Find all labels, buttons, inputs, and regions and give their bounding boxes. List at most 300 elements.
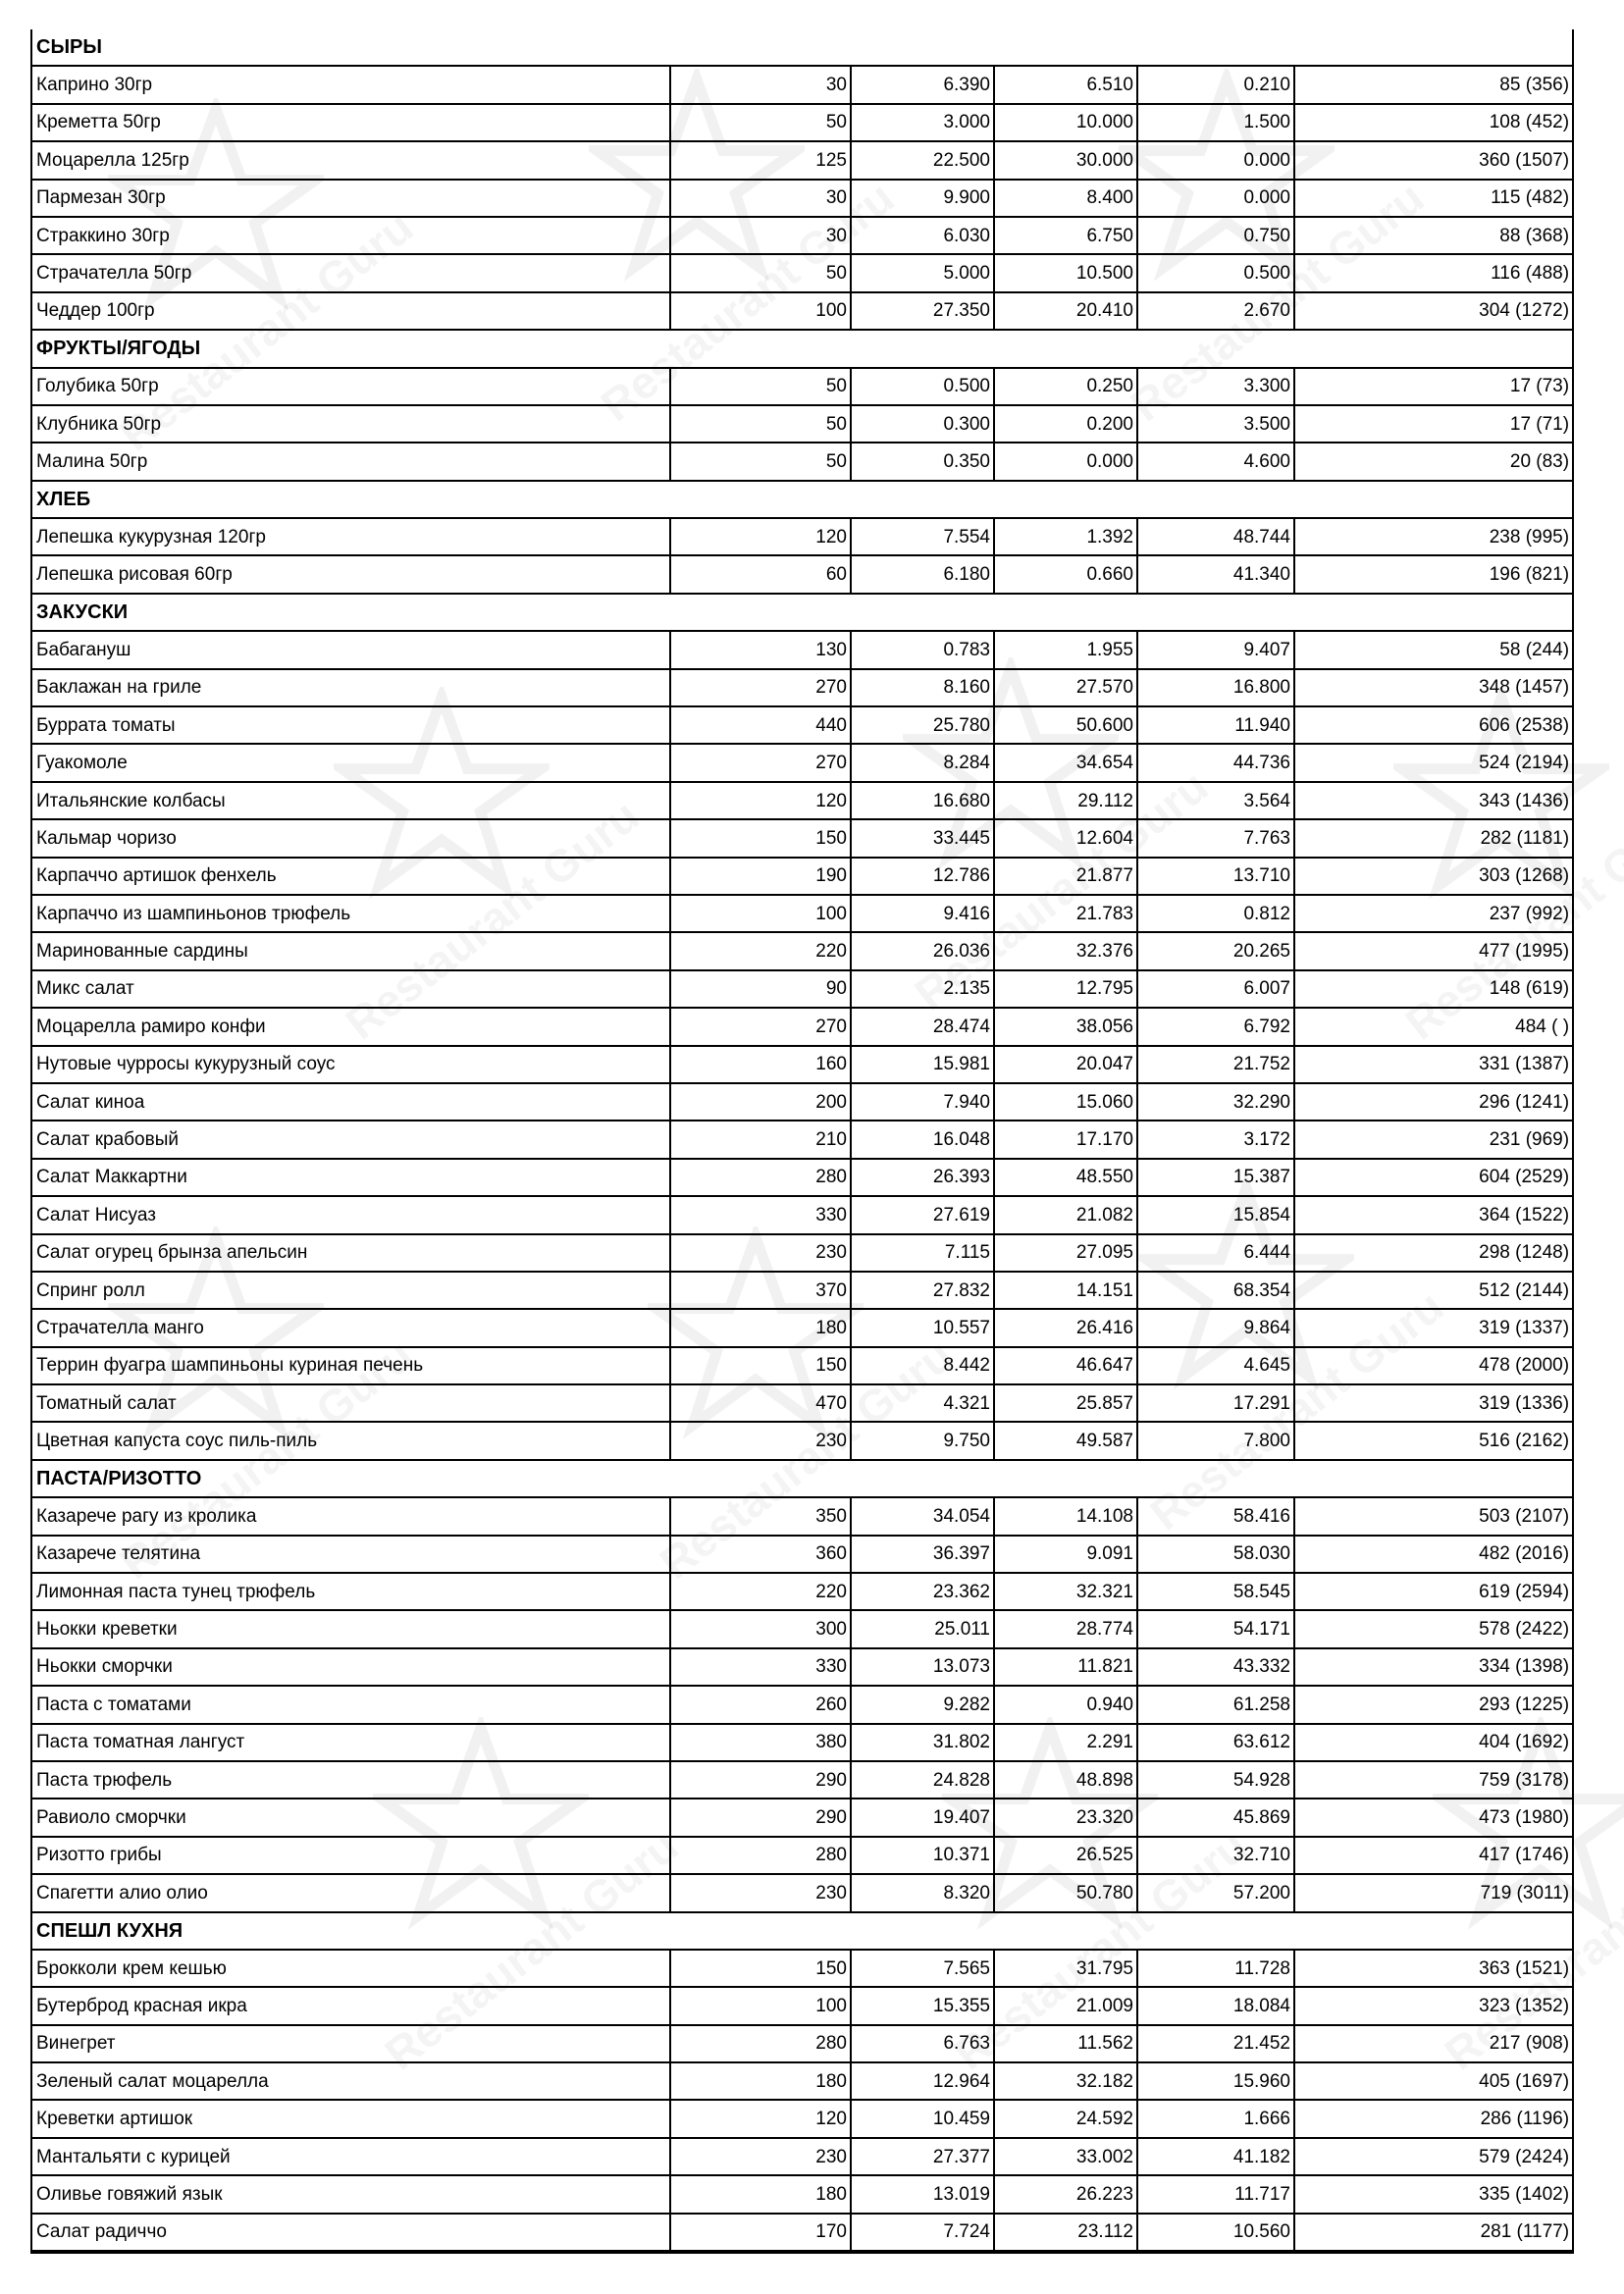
table-row	[32, 1234, 1572, 1272]
protein-cell: 5.000	[851, 254, 994, 291]
energy-cell: 303 (1268)	[1294, 858, 1572, 895]
protein-cell: 8.160	[851, 669, 994, 706]
table-row	[32, 141, 1572, 179]
fat-cell: 11.562	[994, 2025, 1137, 2062]
energy-cell: 116 (488)	[1294, 254, 1572, 291]
dish-name-cell: Пармезан 30гр	[32, 180, 670, 217]
fat-cell: 48.550	[994, 1159, 1137, 1196]
energy-cell: 759 (3178)	[1294, 1761, 1572, 1799]
protein-cell: 4.321	[851, 1384, 994, 1422]
dish-name-cell: Равиоло сморчки	[32, 1799, 670, 1836]
table-row	[32, 66, 1572, 103]
protein-cell: 24.828	[851, 1761, 994, 1799]
energy-cell: 477 (1995)	[1294, 932, 1572, 969]
table-row	[32, 1422, 1572, 1459]
protein-cell: 16.048	[851, 1121, 994, 1158]
carbs-cell: 4.600	[1137, 443, 1294, 480]
energy-cell: 606 (2538)	[1294, 706, 1572, 744]
dish-name-cell: Салат Нисуаз	[32, 1196, 670, 1233]
energy-cell: 604 (2529)	[1294, 1159, 1572, 1196]
dish-name-cell: Баклажан на гриле	[32, 669, 670, 706]
weight-cell: 30	[670, 66, 851, 103]
dish-name-cell: Страчателла 50гр	[32, 254, 670, 291]
protein-cell: 13.019	[851, 2175, 994, 2213]
table-row	[32, 1950, 1572, 1987]
carbs-cell: 41.182	[1137, 2138, 1294, 2175]
energy-cell: 331 (1387)	[1294, 1046, 1572, 1083]
dish-name-cell: Голубика 50гр	[32, 368, 670, 405]
weight-cell: 300	[670, 1610, 851, 1647]
fat-cell: 38.056	[994, 1008, 1137, 1045]
weight-cell: 100	[670, 1987, 851, 2024]
energy-cell: 360 (1507)	[1294, 141, 1572, 179]
fat-cell: 29.112	[994, 782, 1137, 819]
energy-cell: 304 (1272)	[1294, 292, 1572, 330]
weight-cell: 30	[670, 217, 851, 254]
table-row	[32, 2175, 1572, 2213]
protein-cell: 34.054	[851, 1497, 994, 1535]
energy-cell: 473 (1980)	[1294, 1799, 1572, 1836]
table-row	[32, 1497, 1572, 1535]
protein-cell: 9.900	[851, 180, 994, 217]
table-row	[32, 1573, 1572, 1610]
dish-name-cell: Салат радиччо	[32, 2214, 670, 2251]
fat-cell: 25.857	[994, 1384, 1137, 1422]
table-row	[32, 1648, 1572, 1686]
table-row	[32, 1309, 1572, 1346]
fat-cell: 21.082	[994, 1196, 1137, 1233]
table-row	[32, 1536, 1572, 1573]
carbs-cell: 16.800	[1137, 669, 1294, 706]
category-title: ФРУКТЫ/ЯГОДЫ	[32, 330, 1572, 367]
table-row	[32, 1837, 1572, 1874]
weight-cell: 130	[670, 631, 851, 668]
nutrition-table-sheet	[30, 29, 1574, 2254]
category-title: ХЛЕБ	[32, 481, 1572, 518]
protein-cell: 6.030	[851, 217, 994, 254]
protein-cell: 6.763	[851, 2025, 994, 2062]
table-row	[32, 1724, 1572, 1761]
energy-cell: 238 (995)	[1294, 518, 1572, 555]
fat-cell: 21.877	[994, 858, 1137, 895]
weight-cell: 230	[670, 1422, 851, 1459]
energy-cell: 17 (71)	[1294, 405, 1572, 443]
carbs-cell: 32.710	[1137, 1837, 1294, 1874]
fat-cell: 26.525	[994, 1837, 1137, 1874]
energy-cell: 323 (1352)	[1294, 1987, 1572, 2024]
dish-name-cell: Спринг ролл	[32, 1272, 670, 1309]
fat-cell: 21.009	[994, 1987, 1137, 2024]
weight-cell: 330	[670, 1196, 851, 1233]
energy-cell: 619 (2594)	[1294, 1573, 1572, 1610]
carbs-cell: 0.812	[1137, 895, 1294, 932]
energy-cell: 237 (992)	[1294, 895, 1572, 932]
protein-cell: 25.780	[851, 706, 994, 744]
carbs-cell: 0.000	[1137, 180, 1294, 217]
weight-cell: 90	[670, 970, 851, 1008]
dish-name-cell: Спагетти алио олио	[32, 1874, 670, 1911]
fat-cell: 26.416	[994, 1309, 1137, 1346]
energy-cell: 478 (2000)	[1294, 1347, 1572, 1384]
dish-name-cell: Карпаччо из шампиньонов трюфель	[32, 895, 670, 932]
weight-cell: 210	[670, 1121, 851, 1158]
table-row	[32, 970, 1572, 1008]
fat-cell: 20.410	[994, 292, 1137, 330]
weight-cell: 290	[670, 1799, 851, 1836]
fat-cell: 0.250	[994, 368, 1137, 405]
weight-cell: 150	[670, 819, 851, 857]
dish-name-cell: Лепешка рисовая 60гр	[32, 555, 670, 593]
table-row	[32, 405, 1572, 443]
carbs-cell: 6.792	[1137, 1008, 1294, 1045]
energy-cell: 85 (356)	[1294, 66, 1572, 103]
carbs-cell: 15.960	[1137, 2062, 1294, 2100]
weight-cell: 230	[670, 1874, 851, 1911]
protein-cell: 6.180	[851, 555, 994, 593]
dish-name-cell: Нутовые чурросы кукурузный соус	[32, 1046, 670, 1083]
protein-cell: 7.565	[851, 1950, 994, 1987]
protein-cell: 2.135	[851, 970, 994, 1008]
dish-name-cell: Бутерброд красная икра	[32, 1987, 670, 2024]
carbs-cell: 3.500	[1137, 405, 1294, 443]
carbs-cell: 57.200	[1137, 1874, 1294, 1911]
fat-cell: 32.182	[994, 2062, 1137, 2100]
protein-cell: 12.786	[851, 858, 994, 895]
carbs-cell: 54.171	[1137, 1610, 1294, 1647]
carbs-cell: 18.084	[1137, 1987, 1294, 2024]
table-row	[32, 254, 1572, 291]
dish-name-cell: Каприно 30гр	[32, 66, 670, 103]
carbs-cell: 41.340	[1137, 555, 1294, 593]
fat-cell: 0.200	[994, 405, 1137, 443]
dish-name-cell: Террин фуагра шампиньоны куриная печень	[32, 1347, 670, 1384]
weight-cell: 160	[670, 1046, 851, 1083]
energy-cell: 108 (452)	[1294, 104, 1572, 141]
table-row	[32, 104, 1572, 141]
energy-cell: 58 (244)	[1294, 631, 1572, 668]
weight-cell: 120	[670, 518, 851, 555]
carbs-cell: 0.750	[1137, 217, 1294, 254]
energy-cell: 298 (1248)	[1294, 1234, 1572, 1272]
table-row	[32, 1083, 1572, 1121]
fat-cell: 12.795	[994, 970, 1137, 1008]
protein-cell: 31.802	[851, 1724, 994, 1761]
energy-cell: 217 (908)	[1294, 2025, 1572, 2062]
carbs-cell: 9.864	[1137, 1309, 1294, 1346]
dish-name-cell: Лепешка кукурузная 120гр	[32, 518, 670, 555]
carbs-cell: 54.928	[1137, 1761, 1294, 1799]
carbs-cell: 6.444	[1137, 1234, 1294, 1272]
energy-cell: 578 (2422)	[1294, 1610, 1572, 1647]
protein-cell: 7.940	[851, 1083, 994, 1121]
protein-cell: 10.557	[851, 1309, 994, 1346]
protein-cell: 0.350	[851, 443, 994, 480]
fat-cell: 14.151	[994, 1272, 1137, 1309]
table-row	[32, 1121, 1572, 1158]
protein-cell: 13.073	[851, 1648, 994, 1686]
energy-cell: 503 (2107)	[1294, 1497, 1572, 1535]
weight-cell: 290	[670, 1761, 851, 1799]
table-row	[32, 555, 1572, 593]
carbs-cell: 21.752	[1137, 1046, 1294, 1083]
table-row	[32, 932, 1572, 969]
energy-cell: 148 (619)	[1294, 970, 1572, 1008]
table-row	[32, 1046, 1572, 1083]
weight-cell: 230	[670, 1234, 851, 1272]
energy-cell: 335 (1402)	[1294, 2175, 1572, 2213]
energy-cell: 196 (821)	[1294, 555, 1572, 593]
fat-cell: 23.320	[994, 1799, 1137, 1836]
weight-cell: 60	[670, 555, 851, 593]
category-row	[32, 1912, 1572, 1950]
carbs-cell: 58.416	[1137, 1497, 1294, 1535]
energy-cell: 20 (83)	[1294, 443, 1572, 480]
energy-cell: 364 (1522)	[1294, 1196, 1572, 1233]
weight-cell: 180	[670, 1309, 851, 1346]
energy-cell: 343 (1436)	[1294, 782, 1572, 819]
weight-cell: 470	[670, 1384, 851, 1422]
protein-cell: 8.284	[851, 744, 994, 781]
dish-name-cell: Казарече телятина	[32, 1536, 670, 1573]
dish-name-cell: Брокколи крем кешью	[32, 1950, 670, 1987]
protein-cell: 12.964	[851, 2062, 994, 2100]
energy-cell: 17 (73)	[1294, 368, 1572, 405]
dish-name-cell: Креветки артишок	[32, 2100, 670, 2137]
weight-cell: 170	[670, 2214, 851, 2251]
category-row	[32, 481, 1572, 518]
table-body	[32, 29, 1572, 2251]
protein-cell: 6.390	[851, 66, 994, 103]
fat-cell: 15.060	[994, 1083, 1137, 1121]
weight-cell: 200	[670, 1083, 851, 1121]
table-row	[32, 292, 1572, 330]
protein-cell: 7.115	[851, 1234, 994, 1272]
carbs-cell: 11.728	[1137, 1950, 1294, 1987]
dish-name-cell: Страчателла манго	[32, 1309, 670, 1346]
protein-cell: 3.000	[851, 104, 994, 141]
protein-cell: 26.393	[851, 1159, 994, 1196]
weight-cell: 180	[670, 2175, 851, 2213]
fat-cell: 1.392	[994, 518, 1137, 555]
dish-name-cell: Салат Маккартни	[32, 1159, 670, 1196]
table-row	[32, 1196, 1572, 1233]
table-row	[32, 2100, 1572, 2137]
weight-cell: 440	[670, 706, 851, 744]
energy-cell: 286 (1196)	[1294, 2100, 1572, 2137]
fat-cell: 12.604	[994, 819, 1137, 857]
weight-cell: 280	[670, 1837, 851, 1874]
weight-cell: 380	[670, 1724, 851, 1761]
protein-cell: 9.416	[851, 895, 994, 932]
table-row	[32, 819, 1572, 857]
table-row	[32, 1347, 1572, 1384]
weight-cell: 50	[670, 368, 851, 405]
protein-cell: 25.011	[851, 1610, 994, 1647]
protein-cell: 7.554	[851, 518, 994, 555]
table-row	[32, 744, 1572, 781]
table-row	[32, 1761, 1572, 1799]
dish-name-cell: Маринованные сардины	[32, 932, 670, 969]
carbs-cell: 15.854	[1137, 1196, 1294, 1233]
protein-cell: 27.619	[851, 1196, 994, 1233]
energy-cell: 115 (482)	[1294, 180, 1572, 217]
carbs-cell: 44.736	[1137, 744, 1294, 781]
dish-name-cell: Моцарелла 125гр	[32, 141, 670, 179]
weight-cell: 270	[670, 1008, 851, 1045]
category-row	[32, 29, 1572, 66]
carbs-cell: 10.560	[1137, 2214, 1294, 2251]
protein-cell: 19.407	[851, 1799, 994, 1836]
dish-name-cell: Салат киноа	[32, 1083, 670, 1121]
dish-name-cell: Зеленый салат моцарелла	[32, 2062, 670, 2100]
dish-name-cell: Карпаччо артишок фенхель	[32, 858, 670, 895]
dish-name-cell: Оливье говяжий язык	[32, 2175, 670, 2213]
table-row	[32, 368, 1572, 405]
protein-cell: 0.300	[851, 405, 994, 443]
fat-cell: 2.291	[994, 1724, 1137, 1761]
weight-cell: 30	[670, 180, 851, 217]
protein-cell: 0.500	[851, 368, 994, 405]
dish-name-cell: Цветная капуста соус пиль-пиль	[32, 1422, 670, 1459]
weight-cell: 260	[670, 1686, 851, 1723]
category-row	[32, 594, 1572, 631]
carbs-cell: 58.030	[1137, 1536, 1294, 1573]
protein-cell: 27.350	[851, 292, 994, 330]
fat-cell: 26.223	[994, 2175, 1137, 2213]
table-row	[32, 631, 1572, 668]
category-row	[32, 1460, 1572, 1497]
fat-cell: 6.510	[994, 66, 1137, 103]
carbs-cell: 15.387	[1137, 1159, 1294, 1196]
table-row	[32, 1159, 1572, 1196]
weight-cell: 50	[670, 104, 851, 141]
energy-cell: 281 (1177)	[1294, 2214, 1572, 2251]
energy-cell: 404 (1692)	[1294, 1724, 1572, 1761]
protein-cell: 22.500	[851, 141, 994, 179]
protein-cell: 8.320	[851, 1874, 994, 1911]
carbs-cell: 45.869	[1137, 1799, 1294, 1836]
protein-cell: 33.445	[851, 819, 994, 857]
fat-cell: 48.898	[994, 1761, 1137, 1799]
fat-cell: 23.112	[994, 2214, 1137, 2251]
table-row	[32, 706, 1572, 744]
fat-cell: 32.321	[994, 1573, 1137, 1610]
table-row	[32, 1384, 1572, 1422]
energy-cell: 484 ( )	[1294, 1008, 1572, 1045]
dish-name-cell: Томатный салат	[32, 1384, 670, 1422]
weight-cell: 370	[670, 1272, 851, 1309]
protein-cell: 27.377	[851, 2138, 994, 2175]
fat-cell: 8.400	[994, 180, 1137, 217]
energy-cell: 231 (969)	[1294, 1121, 1572, 1158]
carbs-cell: 61.258	[1137, 1686, 1294, 1723]
table-row	[32, 2138, 1572, 2175]
energy-cell: 348 (1457)	[1294, 669, 1572, 706]
protein-cell: 23.362	[851, 1573, 994, 1610]
carbs-cell: 20.265	[1137, 932, 1294, 969]
dish-name-cell: Буррата томаты	[32, 706, 670, 744]
weight-cell: 125	[670, 141, 851, 179]
dish-name-cell: Паста томатная лангуст	[32, 1724, 670, 1761]
fat-cell: 1.955	[994, 631, 1137, 668]
weight-cell: 220	[670, 932, 851, 969]
dish-name-cell: Паста с томатами	[32, 1686, 670, 1723]
energy-cell: 516 (2162)	[1294, 1422, 1572, 1459]
energy-cell: 524 (2194)	[1294, 744, 1572, 781]
category-title: СЫРЫ	[32, 29, 1572, 66]
weight-cell: 190	[670, 858, 851, 895]
fat-cell: 21.783	[994, 895, 1137, 932]
fat-cell: 49.587	[994, 1422, 1137, 1459]
protein-cell: 27.832	[851, 1272, 994, 1309]
fat-cell: 31.795	[994, 1950, 1137, 1987]
energy-cell: 319 (1337)	[1294, 1309, 1572, 1346]
dish-name-cell: Моцарелла рамиро конфи	[32, 1008, 670, 1045]
weight-cell: 330	[670, 1648, 851, 1686]
dish-name-cell: Салат огурец брынза апельсин	[32, 1234, 670, 1272]
table-row	[32, 2025, 1572, 2062]
dish-name-cell: Гуакомоле	[32, 744, 670, 781]
table-row	[32, 1874, 1572, 1911]
energy-cell: 293 (1225)	[1294, 1686, 1572, 1723]
dish-name-cell: Салат крабовый	[32, 1121, 670, 1158]
carbs-cell: 63.612	[1137, 1724, 1294, 1761]
dish-name-cell: Ризотто грибы	[32, 1837, 670, 1874]
carbs-cell: 3.564	[1137, 782, 1294, 819]
fat-cell: 24.592	[994, 2100, 1137, 2137]
table-row	[32, 443, 1572, 480]
dish-name-cell: Креметта 50гр	[32, 104, 670, 141]
energy-cell: 363 (1521)	[1294, 1950, 1572, 1987]
fat-cell: 0.940	[994, 1686, 1137, 1723]
protein-cell: 10.371	[851, 1837, 994, 1874]
protein-cell: 10.459	[851, 2100, 994, 2137]
fat-cell: 0.660	[994, 555, 1137, 593]
energy-cell: 88 (368)	[1294, 217, 1572, 254]
weight-cell: 280	[670, 2025, 851, 2062]
dish-name-cell: Чеддер 100гр	[32, 292, 670, 330]
fat-cell: 50.600	[994, 706, 1137, 744]
protein-cell: 15.981	[851, 1046, 994, 1083]
table-row	[32, 782, 1572, 819]
carbs-cell: 6.007	[1137, 970, 1294, 1008]
dish-name-cell: Итальянские колбасы	[32, 782, 670, 819]
dish-name-cell: Клубника 50гр	[32, 405, 670, 443]
protein-cell: 16.680	[851, 782, 994, 819]
protein-cell: 15.355	[851, 1987, 994, 2024]
category-title: ЗАКУСКИ	[32, 594, 1572, 631]
dish-name-cell: Ньокки креветки	[32, 1610, 670, 1647]
weight-cell: 180	[670, 2062, 851, 2100]
dish-name-cell: Микс салат	[32, 970, 670, 1008]
fat-cell: 11.821	[994, 1648, 1137, 1686]
fat-cell: 20.047	[994, 1046, 1137, 1083]
table-row	[32, 895, 1572, 932]
fat-cell: 32.376	[994, 932, 1137, 969]
carbs-cell: 48.744	[1137, 518, 1294, 555]
dish-name-cell: Винегрет	[32, 2025, 670, 2062]
weight-cell: 230	[670, 2138, 851, 2175]
energy-cell: 319 (1336)	[1294, 1384, 1572, 1422]
carbs-cell: 0.500	[1137, 254, 1294, 291]
energy-cell: 405 (1697)	[1294, 2062, 1572, 2100]
table-row	[32, 1610, 1572, 1647]
table-row	[32, 2214, 1572, 2251]
energy-cell: 719 (3011)	[1294, 1874, 1572, 1911]
dish-name-cell: Мантальяти с курицей	[32, 2138, 670, 2175]
carbs-cell: 9.407	[1137, 631, 1294, 668]
weight-cell: 50	[670, 254, 851, 291]
